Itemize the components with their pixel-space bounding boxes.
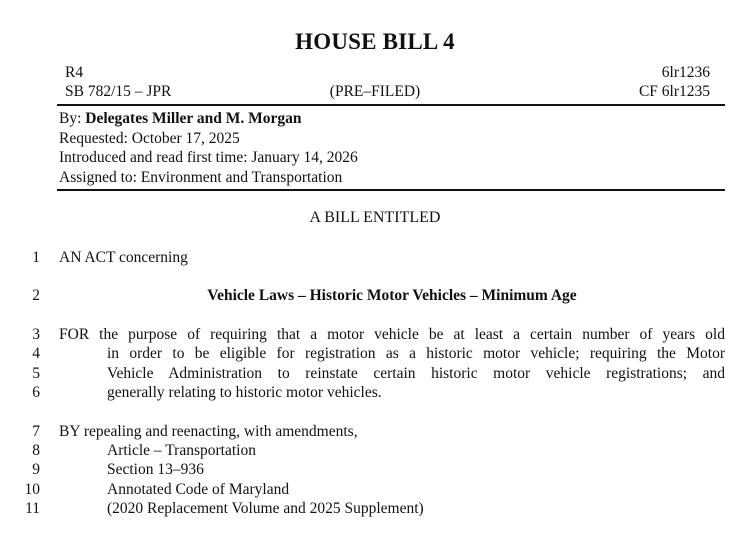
line-number: 5 (32, 365, 40, 382)
purpose-text-line: FOR the purpose of requiring that a motor vehicle be at least a certain number of years old (59, 326, 725, 343)
line-number: 11 (25, 500, 40, 517)
bill-title: HOUSE BILL 4 (295, 29, 455, 54)
sponsor-prefix: By: (59, 110, 86, 127)
line-number: 6 (32, 384, 40, 401)
crossfile-number: SB 782/15 – JPR (65, 83, 172, 100)
bill-entitled: A BILL ENTITLED (309, 209, 441, 226)
line-number: 2 (32, 287, 40, 304)
line-number: 3 (32, 326, 40, 343)
line-number: 1 (32, 249, 40, 266)
introduced-date: Introduced and read first time: January 14, 2026 (59, 149, 358, 166)
crossfile-lr-number: CF 6lr1235 (638, 83, 710, 100)
sponsor-names: Delegates Miller and M. Morgan (85, 110, 302, 127)
bill-subject: Vehicle Laws – Historic Motor Vehicles – Minimum Age (207, 287, 577, 304)
line-number: 4 (32, 345, 40, 362)
committee-assignment: Assigned to: Environment and Transportation (59, 169, 343, 186)
statute-reference: Section 13–936 (107, 461, 204, 478)
purpose-text-line: generally relating to historic motor vehicles. (107, 384, 382, 401)
requested-date: Requested: October 17, 2025 (59, 130, 240, 147)
repeal-clause: BY repealing and reenacting, with amendments, (59, 423, 358, 440)
sponsor-divider (57, 189, 725, 191)
purpose-text-line: Vehicle Administration to reinstate certain historic motor vehicle registrations; and (107, 365, 725, 382)
header-divider (57, 104, 725, 106)
sponsor-line (59, 109, 302, 129)
subject-code: R4 (65, 64, 84, 81)
statute-reference: Annotated Code of Maryland (107, 481, 290, 498)
statute-reference: Article – Transportation (107, 442, 256, 459)
enacting-clause: AN ACT concerning (59, 249, 188, 266)
prefiled-status: (PRE–FILED) (329, 83, 421, 100)
purpose-text-line: in order to be eligible for registration as a historic motor vehicle; requiring the Motor (107, 345, 725, 362)
lr-number: 6lr1236 (661, 64, 710, 81)
line-number: 9 (32, 461, 40, 478)
statute-reference: (2020 Replacement Volume and 2025 Supplement) (107, 500, 424, 517)
line-number: 8 (32, 442, 40, 459)
line-number: 10 (24, 481, 40, 498)
line-number: 7 (32, 423, 40, 440)
